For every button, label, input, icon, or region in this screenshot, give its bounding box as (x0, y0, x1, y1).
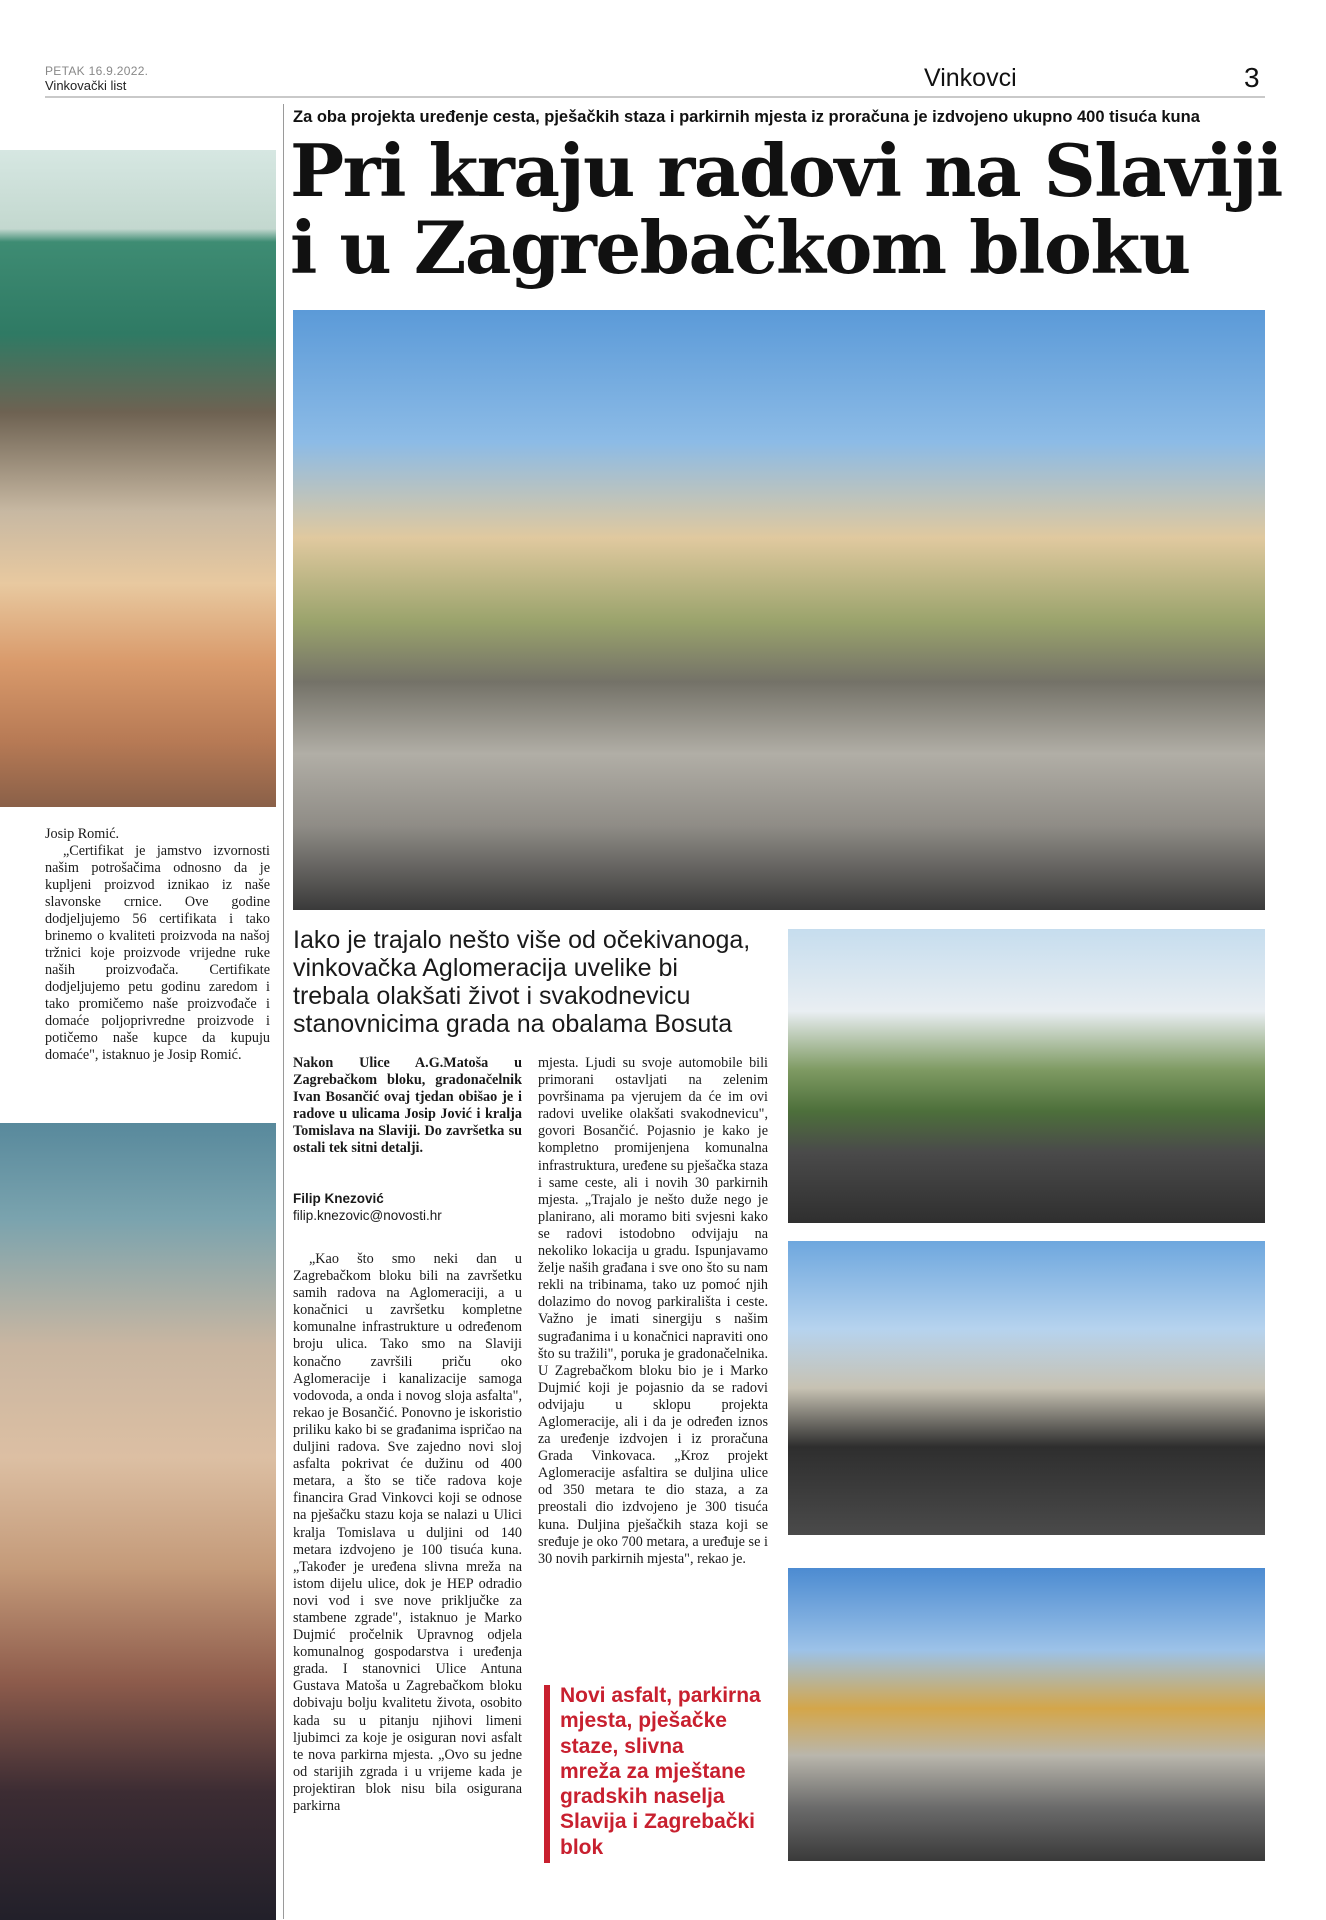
article-column-2 (538, 1055, 768, 1568)
article-kicker: Za oba projekta uređenje cesta, pješačkih staza i parkirnih mjesta iz proračuna je izdvojeno ukupno 400 tisuća kuna (293, 108, 1200, 126)
pull-quote (560, 1683, 775, 1860)
paving-machine-photo (788, 1241, 1265, 1535)
headline-line-1: Pri kraju radovi na Slaviji (290, 128, 1282, 213)
page-number: 3 (1244, 62, 1260, 93)
pull-quote-line: staze, slivna (560, 1734, 684, 1758)
main-roadworks-photo (293, 310, 1265, 910)
pull-quote-line: Slavija i Zagrebački (560, 1810, 755, 1834)
author-name: Filip Knezović (293, 1191, 384, 1206)
column-1-text: „Kao što smo neki dan u Zagrebačkom bloku bili na završetku samih radova na Aglomeraciji, a u konačnici u završetku kompletne komunalne infrastrukture u određenom broju ulica. Tako smo na Slaviji konačno završili priču oko Aglomeracije i kanalizacije samoga vodovoda, a onda i novog sloja asfalta", rekao je Bosančić. Ponovno je iskoristio priliku kako bi se građanima ispričao na duljini radova. Sve zajedno novi sloj asfalta pokrivat će dužinu od 400 metara, a što se tiče radova koje financira Grad Vinkovci koji se odnose na pješačku stazu koja se nalazi u Ulici kralja Tomislava u duljini od 140 metara izdvojeno je 100 tisuća kuna. „Također je uređena slivna mreža na istom dijelu ulice, dok je HEP odradio novi vod i sve nove priključke za stambene zgrade", istaknuo je Marko Dujmić pročelnik Upravnog odjela komunalnog gospodarstva i uređenja grada. I stanovnici Ulice Antuna Gustava Matoša u Zagrebačkom bloku dobivaju bolju kvalitetu života, osobito kada su u pitanju njihovi limeni ljubimci za koje je osiguran novi asfalt te nova parkirna mjesta. „Ovo su jedne od starijih zgrada i u vrijeme kada je projektiran blok nisu bila osigurana parkirna (293, 1251, 522, 1814)
lead-line: Iako je trajalo nešto više od očekivanoga, (293, 926, 751, 954)
pull-quote-line: Novi asfalt, parkirna (560, 1684, 761, 1707)
byline (293, 1190, 522, 1224)
pull-quote-line: blok (560, 1835, 604, 1859)
pull-quote-line: mjesta, pješačke (560, 1709, 727, 1733)
author-email[interactable]: filip.knezovic@novosti.hr (293, 1208, 442, 1223)
left-text-start: Josip Romić. (45, 826, 120, 842)
headline-line-2: i u Zagrebačkom bloku (290, 205, 1190, 290)
article-column-1 (293, 1251, 522, 1815)
section-name: Vinkovci (924, 64, 1017, 92)
lead-line: vinkovačka Aglomeracija uvelike bi (293, 954, 678, 982)
article-intro (293, 1055, 522, 1158)
publication-name: Vinkovački list (45, 78, 127, 93)
article-headline (290, 128, 1282, 290)
excavator-truck-photo (788, 1568, 1265, 1861)
header-rule (45, 96, 1265, 98)
pull-quote-bar (544, 1685, 550, 1863)
pull-quote-line: gradskih naselja (560, 1785, 725, 1809)
new-asphalt-street-photo (788, 929, 1265, 1223)
lead-line: stanovnicima grada na obalama Bosuta (293, 1010, 733, 1038)
market-stall-photo (0, 150, 276, 807)
pull-quote-line: mreža za mještane (560, 1759, 746, 1783)
column-2-text: mjesta. Ljudi su svoje automobile bili primorani ostavljati na zelenim površinama pa vjerujem da će im ovi radovi uvelike olakšati svakodnevicu", govori Bosančić. Pojasnio je kako je kompletno promijenjena komunalna infrastruktura, uređene su pješačka staza i same ceste, ali i novih 30 parkirnih mjesta. „Trajalo je nešto duže nego je planirano, ali moramo biti svjesni kako se radovi istodobno odvijaju na nekoliko lokacija u gradu. Ispunjavamo želje naših građana i sve ono što su nam rekli na tribinama, tako uz pomoć njih dolazimo do novog parkirališta i ceste. Važno je imati sinergiju s našim sugrađanima i u konačnici napraviti ono što su tražili", poruka je gradonačelnika. U Zagrebačkom bloku bio je i Marko Dujmić koji je pojasnio da se radovi odvijaju u sklopu projekta Aglomeracije, ali i da je određen iznos za uređenje izdvojen i iz proračuna Grada Vinkovaca. „Kroz projekt Aglomeracije asfaltira se duljina ulice od 350 metara te dio staza, a za preostali dio izdvojeno je 300 tisuća kuna. Duljina pješačkih staza koji se sređuje je oko 700 metara, a uređuje se i 30 novih parkirnih mjesta", rekao je. (538, 1055, 768, 1567)
intro-paragraph: Nakon Ulice A.G.Matoša u Zagrebačkom bloku, gradonačelnik Ivan Bosančić ovaj tjedan obišao je i radove u ulicama Josip Jović i kralja Tomislava na Slaviji. Do završetka su ostali tek sitni detalji. (293, 1055, 522, 1157)
left-article-text (45, 826, 270, 1064)
vendor-photo (0, 1123, 276, 1920)
left-text-body: „Certifikat je jamstvo izvornosti našim potrošačima odnosno da je kupljeni proizvod iznikao iz naše slavonske crnice. Ove godine dodjeljujemo 56 certifikata i tako brinemo o kvaliteti proizvoda na našoj tržnici koje proizvode vrijedne ruke naših proizvođača. Certifikate dodjeljujemo petu godinu zaredom i tako promičemo naše proizvođače i domaće poljoprivredne proizvode i potičemo naše kupce da kupuju domaće", istaknuo je Josip Romić. (45, 843, 270, 1063)
column-divider (283, 104, 284, 1919)
issue-date: PETAK 16.9.2022. (45, 64, 149, 78)
article-lead (293, 926, 773, 1038)
lead-line: trebala olakšati život i svakodnevicu (293, 982, 691, 1010)
